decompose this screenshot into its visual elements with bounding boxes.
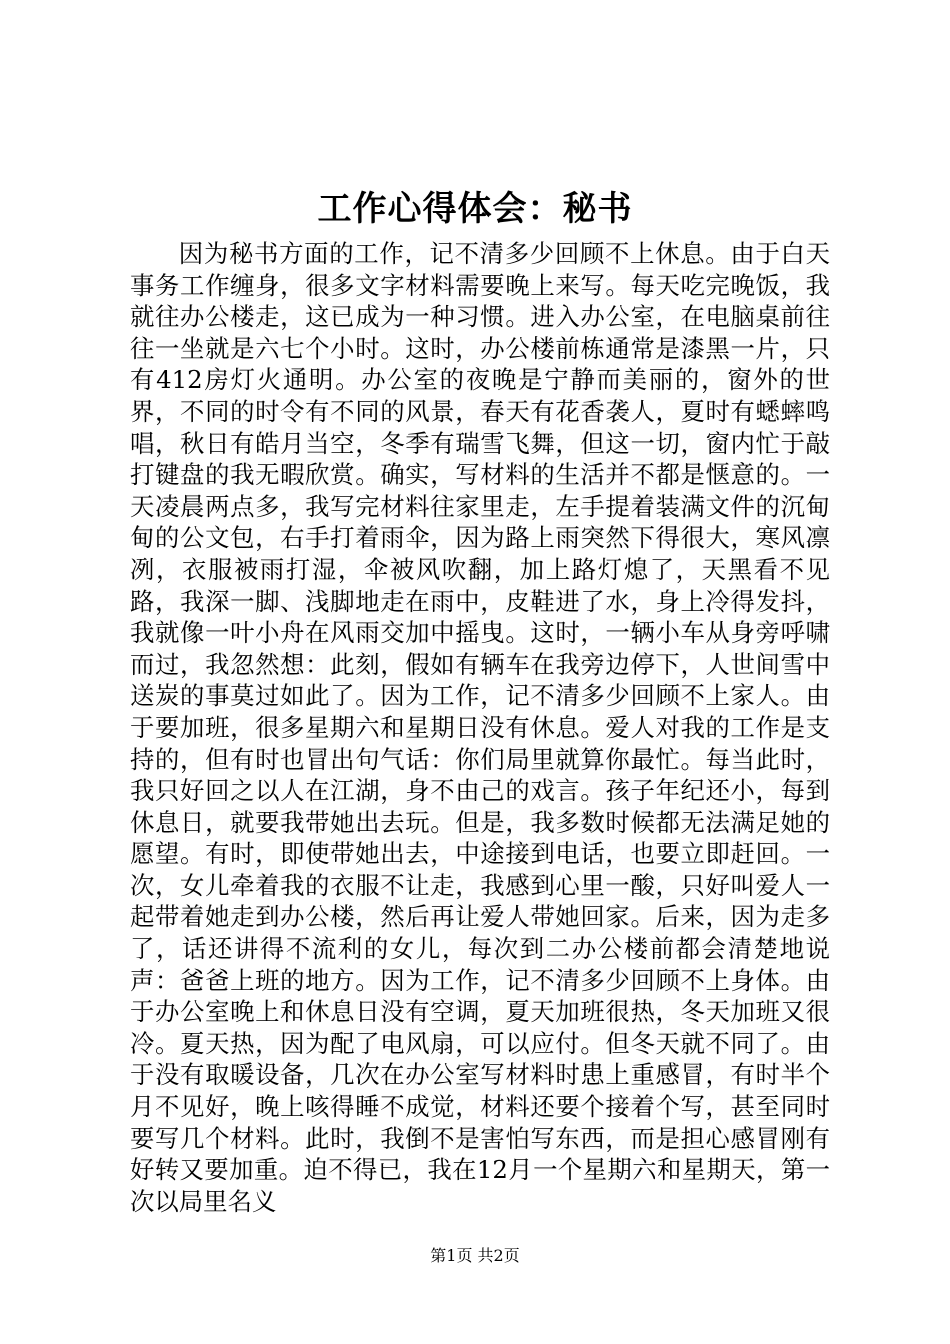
document-body-paragraph: 因为秘书方面的工作，记不清多少回顾不上休息。由于白天事务工作缠身，很多文字材料需要晚上来写。每天吃完晚饭，我就往办公楼走，这已成为一种习惯。进入办公室，在电脑桌前往往一坐就是六七个小时。这时，办公楼前栋通常是漆黑一片，只有412房灯火通明。办公室的夜晚是宁静而美丽的，窗外的世界，不同的时令有不同的风景，春天有花香袭人，夏时有蟋蟀鸣唱，秋日有皓月当空，冬季有瑞雪飞舞，但这一切，窗内忙于敲打键盘的我无暇欣赏。确实，写材料的生活并不都是惬意的。一天凌晨两点多，我写完材料往家里走，左手提着装满文件的沉甸甸的公文包，右手打着雨伞，因为路上雨突然下得很大，寒风凛冽，衣服被雨打湿，伞被风吹翻，加上路灯熄了，天黑看不见路，我深一脚、浅脚地走在雨中，皮鞋进了水，身上冷得发抖，我就像一叶小舟在风雨交加中摇曳。这时，一辆小车从身旁呼啸而过，我忽然想：此刻，假如有辆车在我旁边停下，人世间雪中送炭的事莫过如此了。因为工作，记不清多少回顾不上家人。由于要加班，很多星期六和星期日没有休息。爱人对我的工作是支持的，但有时也冒出句气话：你们局里就算你最忙。每当此时，我只好回之以人在江湖，身不由己的戏言。孩子年纪还小，每到休息日，就要我带她出去玩。但是，我多数时候都无法满足她的愿望。有时，即使带她出去，中途接到电话，也要立即赶回。一次，女儿牵着我的衣服不让走，我感到心里一酸，只好叫爱人一起带着她走到办公楼，然后再让爱人带她回家。后来，因为走多了，话还讲得不流利的女儿，每次到二办公楼前都会清楚地说声：爸爸上班的地方。因为工作，记不清多少回顾不上身体。由于办公室晚上和休息日没有空调，夏天加班很热，冬天加班又很冷。夏天热，因为配了电风扇，可以应付。但冬天就不同了。由于没有取暖设备，几次在办公室写材料时患上重感冒，有时半个月不见好，晚上咳得睡不成觉，材料还要个接着个写，甚至同时要写几个材料。此时，我倒不是害怕写东西，而是担心感冒刚有好转又要加重。迫不得已，我在12月一个星期六和星期天，第一次以局里名义 [130, 239, 830, 1216]
page-number-footer: 第1页 共2页 [430, 1246, 520, 1265]
document-title: 工作心得体会：秘书 [317, 189, 633, 229]
